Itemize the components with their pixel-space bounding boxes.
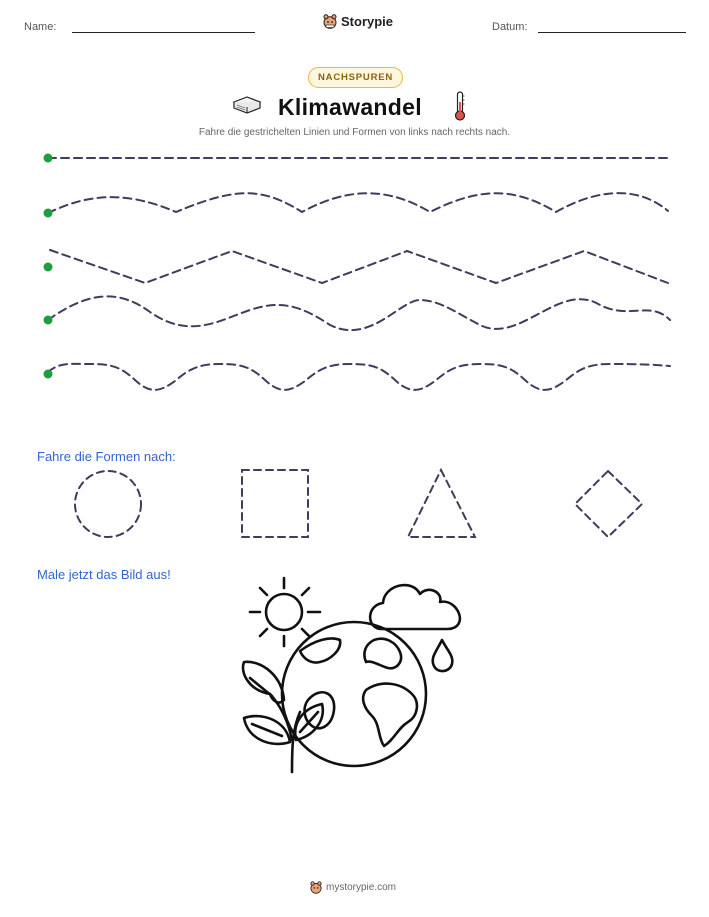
storypie-logo-icon (310, 881, 322, 894)
rain-drop-icon (433, 640, 453, 671)
trace-line-smooth-wave (48, 296, 670, 330)
shape-diamond (575, 471, 642, 537)
tracing-lines (0, 140, 709, 400)
start-dot (44, 316, 53, 325)
tracing-shapes (0, 460, 709, 550)
trace-line-bump-wave (48, 364, 670, 390)
brand-logo (323, 14, 393, 29)
start-dot (44, 370, 53, 379)
instruction-text: Fahre die gestrichelten Linien und Formen von links nach rechts nach. (198, 127, 511, 138)
page-title: Klimawandel (278, 94, 422, 120)
brand-name: Storypie (341, 14, 394, 29)
start-dot (44, 154, 53, 163)
name-label: Name: (24, 21, 57, 33)
coloring-picture (230, 570, 480, 780)
trace-line-zigzag (50, 250, 668, 283)
shape-square (242, 470, 308, 537)
globe-icon (282, 622, 426, 766)
date-label: Datum: (492, 21, 528, 33)
coloring-heading: Male jetzt das Bild aus! (37, 567, 171, 582)
storypie-logo-icon (323, 14, 337, 29)
start-dot (44, 263, 53, 272)
footer (310, 881, 396, 894)
footer-url[interactable]: mystorypie.com (326, 882, 397, 893)
book-icon (231, 94, 263, 116)
start-dot (44, 209, 53, 218)
thermometer-icon (452, 90, 468, 122)
trace-line-wave (48, 193, 668, 213)
shapes-heading: Fahre die Formen nach: (37, 449, 176, 464)
shape-circle (75, 471, 141, 537)
cloud-icon (370, 585, 460, 629)
date-field[interactable] (538, 32, 686, 33)
name-field[interactable] (72, 32, 255, 33)
shape-triangle (408, 470, 475, 537)
category-badge: NACHSPUREN (308, 67, 403, 88)
